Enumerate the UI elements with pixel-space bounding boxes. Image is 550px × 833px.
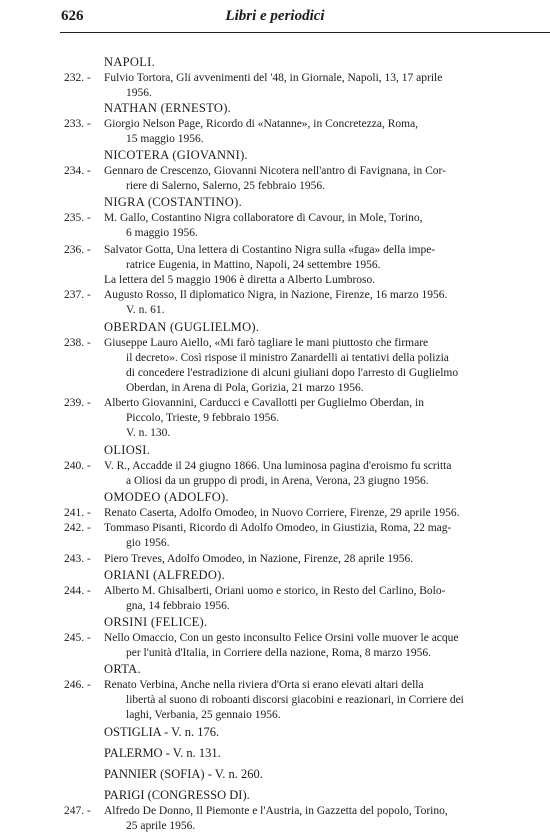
section-heading: ORTA. bbox=[104, 662, 141, 676]
entry-text: Giorgio Nelson Page, Ricordo di «Natanne», in Concretezza, Roma, bbox=[104, 118, 419, 130]
entry-continuation: a Oliosi da un gruppo di prodi, in Arena, Verona, 23 giugno 1956. bbox=[126, 475, 429, 487]
cross-reference: PANNIER (SOFIA) - V. n. 260. bbox=[104, 767, 263, 781]
entry-text: M. Gallo, Costantino Nigra collaboratore di Cavour, in Mole, Torino, bbox=[104, 212, 423, 224]
entry-continuation: gio 1956. bbox=[126, 537, 170, 549]
page-number: 626 bbox=[61, 8, 84, 24]
entry-number: 238. - bbox=[64, 337, 91, 349]
entry-text: Augusto Rosso, Il diplomatico Nigra, in Nazione, Firenze, 16 marzo 1956. bbox=[104, 289, 448, 301]
entry-text: Gennaro de Crescenzo, Giovanni Nicotera nell'antro di Favignana, in Cor- bbox=[104, 165, 446, 177]
entry-continuation: V. n. 130. bbox=[126, 427, 171, 439]
entry-number: 235. - bbox=[64, 212, 91, 224]
entry-continuation: 15 maggio 1956. bbox=[126, 133, 204, 145]
section-heading: OBERDAN (GUGLIELMO). bbox=[104, 320, 260, 334]
entry-continuation: 25 aprile 1956. bbox=[126, 820, 196, 832]
entry-text: Salvator Gotta, Una lettera di Costantino Nigra sulla «fuga» della impe- bbox=[104, 244, 436, 256]
entry-text: Renato Verbina, Anche nella riviera d'Orta si erano elevati altari della bbox=[104, 679, 424, 691]
entry-number: 237. - bbox=[64, 289, 91, 301]
entry-text: Nello Omaccio, Con un gesto inconsulto Felice Orsini volle muover le acque bbox=[104, 632, 459, 644]
entry-text: Fulvio Tortora, Gli avvenimenti del '48, in Giornale, Napoli, 13, 17 aprile bbox=[104, 72, 443, 84]
entry-number: 241. - bbox=[64, 507, 91, 519]
section-heading: NATHAN (ERNESTO). bbox=[104, 101, 232, 115]
cross-reference: OSTIGLIA - V. n. 176. bbox=[104, 725, 220, 739]
entry-number: 239. - bbox=[64, 397, 91, 409]
entry-continuation: 1956. bbox=[126, 87, 152, 99]
entry-text: Tommaso Pisanti, Ricordo di Adolfo Omodeo, in Giustizia, Roma, 22 mag- bbox=[104, 522, 452, 534]
section-heading: OLIOSI. bbox=[104, 443, 151, 457]
entry-number: 247. - bbox=[64, 805, 91, 817]
entry-number: 233. - bbox=[64, 118, 91, 130]
section-heading: NAPOLI. bbox=[104, 55, 156, 69]
entry-number: 246. - bbox=[64, 679, 91, 691]
cross-reference: PALERMO - V. n. 131. bbox=[104, 746, 221, 760]
entry-text: V. R., Accadde il 24 giugno 1866. Una luminosa pagina d'eroismo fu scritta bbox=[104, 460, 452, 472]
entry-number: 232. - bbox=[64, 72, 91, 84]
entry-text: Alfredo De Donno, Il Piemonte e l'Austria, in Gazzetta del popolo, Torino, bbox=[104, 805, 448, 817]
entry-continuation: ratrice Eugenia, in Mattino, Napoli, 24 settembre 1956. bbox=[126, 259, 381, 271]
section-heading: NICOTERA (GIOVANNI). bbox=[104, 148, 248, 162]
cross-reference: PARIGI (CONGRESSO DI). bbox=[104, 788, 250, 802]
entry-number: 242. - bbox=[64, 522, 91, 534]
entry-text: Alberto M. Ghisalberti, Oriani uomo e storico, in Resto del Carlino, Bolo- bbox=[104, 585, 446, 597]
entry-continuation: il decreto». Così rispose il ministro Zanardelli ai tentativi della polizia bbox=[126, 352, 449, 364]
entry-continuation: V. n. 61. bbox=[126, 304, 165, 316]
running-title: Libri e periodici bbox=[225, 8, 325, 24]
entry-continuation: Oberdan, in Arena di Pola, Gorizia, 21 marzo 1956. bbox=[126, 382, 364, 394]
entry-number: 236. - bbox=[64, 244, 91, 256]
entry-continuation: libertà al suono di roboanti discorsi giacobini e reazionari, in Corriere dei bbox=[126, 694, 464, 706]
entry-text: Piero Treves, Adolfo Omodeo, in Nazione, Firenze, 28 aprile 1956. bbox=[104, 553, 414, 565]
entry-continuation: per l'unità d'Italia, in Corriere della nazione, Roma, 8 marzo 1956. bbox=[126, 647, 431, 659]
entry-number: 244. - bbox=[64, 585, 91, 597]
entry-text: Giuseppe Lauro Aiello, «Mi farò tagliare le mani piuttosto che firmare bbox=[104, 337, 429, 349]
entry-continuation: Piccolo, Trieste, 9 febbraio 1956. bbox=[126, 412, 279, 424]
section-heading: NIGRA (COSTANTINO). bbox=[104, 195, 243, 209]
entry-continuation: riere di Salerno, Salerno, 25 febbraio 1956. bbox=[126, 180, 325, 192]
entry-note: La lettera del 5 maggio 1906 è diretta a Alberto Lumbroso. bbox=[104, 274, 376, 286]
section-heading: ORSINI (FELICE). bbox=[104, 615, 208, 629]
section-heading: ORIANI (ALFREDO). bbox=[104, 568, 226, 582]
entry-continuation: 6 maggio 1956. bbox=[126, 227, 198, 239]
entry-text: Alberto Giovannini, Carducci e Cavallotti per Guglielmo Oberdan, in bbox=[104, 397, 425, 409]
entry-number: 245. - bbox=[64, 632, 91, 644]
entry-number: 234. - bbox=[64, 165, 91, 177]
header-rule bbox=[60, 32, 550, 33]
entry-text: Renato Caserta, Adolfo Omodeo, in Nuovo Corriere, Firenze, 29 aprile 1956. bbox=[104, 507, 460, 519]
section-heading: OMODEO (ADOLFO). bbox=[104, 490, 229, 504]
entry-continuation: gna, 14 febbraio 1956. bbox=[126, 600, 230, 612]
entry-continuation: di concedere l'estradizione di alcuni giuliani dopo l'arresto di Guglielmo bbox=[126, 367, 459, 379]
entry-number: 240. - bbox=[64, 460, 91, 472]
entry-continuation: laghi, Verbania, 25 gennaio 1956. bbox=[126, 709, 281, 721]
entry-number: 243. - bbox=[64, 553, 91, 565]
